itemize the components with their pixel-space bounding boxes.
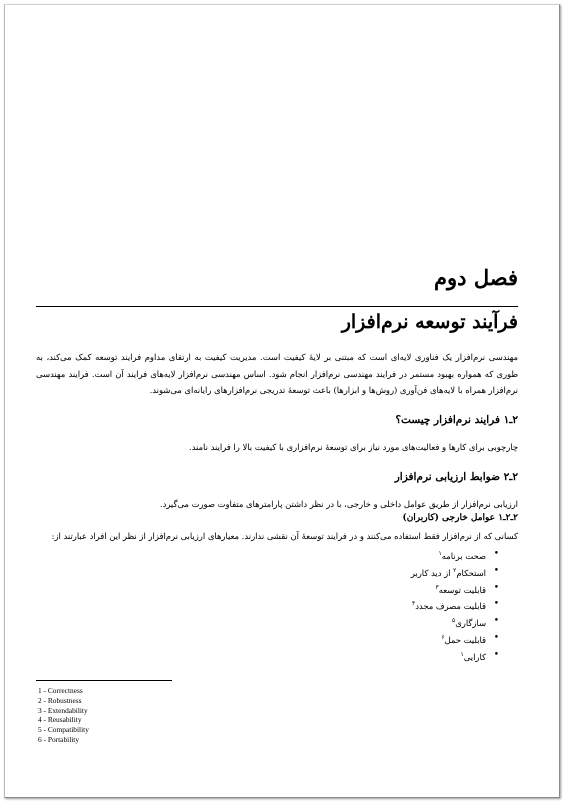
footnote-ref: ۲ [453,566,457,574]
footnote-ref: ۵ [452,617,456,625]
list-item: • قابلیت توسعه$^۳$ [411,580,496,597]
subsection-body: کسانی که از نرم‌افزار فقط استفاده می‌کنند و در فرایند توسعهٔ آن نقشی ندارند. معیارهای ارزیابی نرم‌افزار از نظر این افراد عبارتند از: [51,531,518,541]
chapter-title: فصل دوم [434,265,518,290]
page-title: فرآیند توسعه نرم‌افزار [341,311,518,333]
footnote-ref: ۱ [438,550,442,557]
criteria-list [411,546,496,664]
list-item: • سازگاری$^۵$ [411,613,496,630]
footnote: 6 - Portability [38,734,80,744]
intro-paragraph: مهندسی نرم‌افزار یک فناوری لایه‌ای است که مبتنی بر لایهٔ کیفیت است. مدیریت کیفیت به ارتقای مداوم فرایند توسعه کمک می‌کند، به طوری که همواره بهبود مستمر در فرایند مهندسی نرم‌افزار انجام شود. اساس مهندسی نرم‌افزار لایه‌های فرایند آن است. فرایند مهندسی نرم‌افزار همراه با لایه‌های فن‌آوری (روش‌ها و ابزارها) باعث توسعهٔ تدریجی نرم‌افزارهای رایانه‌ای می‌شوند. [36,352,518,395]
footnote-ref: ۶ [441,633,445,641]
footnote-divider [36,680,172,681]
footnotes [38,686,89,745]
footnote: 4 - Reusability [38,715,82,725]
list-item: • قابلیت حمل$^۶$ [411,630,496,647]
footnote: 5 - Compatibility [38,725,89,735]
subsection-heading: ۲ـ۲ـ۱ عوامل خارجی (کاربران) [402,513,518,523]
footnote-ref: ۴ [411,600,416,608]
list-item: • صحت برنامه$^۱$ [411,546,496,563]
title-divider [36,306,518,307]
page-frame [4,4,560,798]
section-heading-2: ۲ـ۲ ضوابط ارزیابی نرم‌افزار [394,471,518,483]
section-body-2: ارزیابی نرم‌افزار از طریق عوامل داخلی و خارجی، با در نظر داشتن پارامترهای متفاوت صورت می‌گیرد. [159,499,518,509]
list-item: • استحکام$^۲$ از دید کاربر [411,563,496,580]
footnote-ref: ۳ [435,583,439,591]
section-body-1: چارچوبی برای کارها و فعالیت‌های مورد نیاز برای توسعهٔ نرم‌افزاری با کیفیت بالا را فرایند نامند. [188,442,518,452]
list-item: • قابلیت مصرف مجدد$^۴$ [411,596,496,613]
list-item: • کارایی$^۱$ [411,647,496,664]
footnote: 2 - Robustness [38,695,82,705]
footnote: 3 - Extendability [38,705,88,715]
section-heading-1: ۲ـ۱ فرایند نرم‌افزار چیست؟ [395,414,518,426]
footnote: 1 - Correctness [38,686,83,695]
footnote-ref: ۱ [460,650,464,658]
